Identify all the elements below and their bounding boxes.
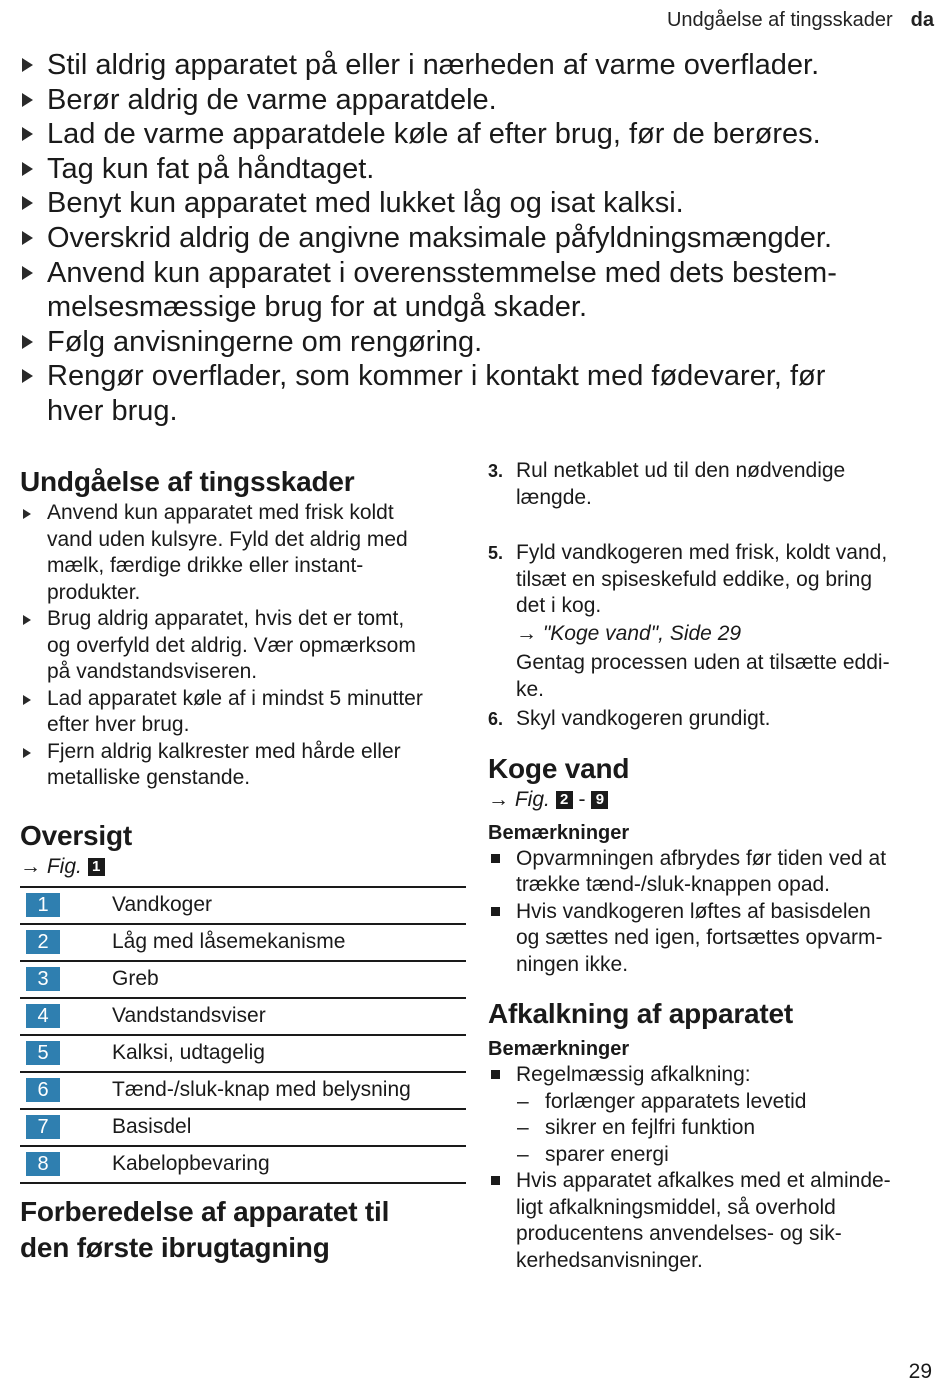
left-column (20, 464, 466, 1266)
list-item: Anvend kun apparatet med frisk koldt vand uden kulsyre. Fyld det aldrig med mælk, færdige drikke eller instant- produkter. (20, 500, 466, 606)
triangle-bullet-icon (23, 748, 31, 758)
table-row (20, 961, 466, 998)
list-item: Opvarmningen afbrydes før tiden ved at trække tænd-/sluk-knappen opad. (488, 846, 934, 899)
step-number: 3. (488, 461, 504, 481)
table-row (20, 1109, 466, 1146)
warning-item: Benyt kun apparatet med lukket låg og isat kalksi. (20, 186, 920, 221)
part-number-badge: 7 (26, 1115, 60, 1139)
right-column (488, 458, 934, 1274)
figure-reference: → Fig. 2 - 9 (488, 787, 934, 813)
part-number-badge: 2 (26, 930, 60, 954)
warning-item: Følg anvisningerne om rengøring. (20, 325, 920, 360)
figure-number-badge: 2 (556, 791, 573, 809)
figure-number-badge: 9 (591, 791, 608, 809)
descaling-heading: Afkalkning af apparatet (488, 998, 794, 1029)
part-label: Tænd-/sluk-knap med belysning (98, 1072, 466, 1109)
triangle-bullet-icon (22, 127, 33, 141)
notes-subheading: Bemærkninger (488, 1038, 630, 1060)
preparation-heading: Forberedelse af apparatet til den første ibrugtagning (20, 1195, 390, 1263)
square-bullet-icon (491, 1070, 500, 1079)
list-item: Regelmæssig afkalkning: – forlænger apparatets levetid – sikrer en fejlfri funktion – sparer energi (488, 1062, 934, 1168)
safety-warning-list (20, 48, 920, 429)
header-title: Undgåelse af tingsskader (666, 9, 893, 31)
triangle-bullet-icon (22, 93, 33, 107)
overview-heading: Oversigt (20, 819, 132, 851)
table-row (20, 924, 466, 961)
triangle-bullet-icon (22, 231, 33, 245)
cross-reference: → "Koge vand", Side 29 (516, 621, 742, 645)
property-damage-list (20, 500, 466, 792)
part-label: Vandstandsviser (98, 998, 466, 1035)
triangle-bullet-icon (22, 266, 33, 280)
warning-item: Anvend kun apparatet i overensstemmelse med dets bestem- melsesmæssige brug for at undgå skader. (20, 256, 920, 325)
square-bullet-icon (491, 854, 500, 863)
part-label: Kalksi, udtagelig (98, 1035, 466, 1072)
triangle-bullet-icon (22, 196, 33, 210)
list-item: Lad apparatet køle af i mindst 5 minutter efter hver brug. (20, 686, 466, 739)
triangle-bullet-icon (23, 509, 31, 519)
triangle-bullet-icon (22, 162, 33, 176)
part-number-badge: 3 (26, 967, 60, 991)
list-item: – sparer energi (516, 1142, 934, 1169)
step-number: 6. (488, 709, 504, 729)
square-bullet-icon (491, 907, 500, 916)
table-row (20, 998, 466, 1035)
list-item: Fjern aldrig kalkrester med hårde eller metalliske genstande. (20, 739, 466, 792)
list-item: Brug aldrig apparatet, hvis det er tomt, og overfyld det aldrig. Vær opmærksom på vandstandsviseren. (20, 606, 466, 686)
square-bullet-icon (491, 1176, 500, 1185)
triangle-bullet-icon (22, 58, 33, 72)
part-number-badge: 4 (26, 1004, 60, 1028)
notes-subheading: Bemærkninger (488, 821, 630, 844)
table-row (20, 1146, 466, 1183)
step-item: 3. Rul netkablet ud til den nødvendige længde. (488, 459, 846, 509)
triangle-bullet-icon (23, 695, 31, 705)
triangle-bullet-icon (22, 335, 33, 349)
steps-list (488, 458, 934, 733)
boil-water-heading: Koge vand (488, 752, 630, 784)
part-number-badge: 5 (26, 1041, 60, 1065)
part-label: Låg med låsemekanisme (98, 924, 466, 961)
notes-list (488, 1062, 934, 1274)
dash-bullet-icon: – (517, 1142, 529, 1166)
overview-table (20, 886, 466, 1184)
list-item: Hvis apparatet afkalkes med et alminde- ligt afkalkningsmiddel, så overhold producentens anvendelses- og sik- kerhedsanvisninger. (488, 1168, 934, 1274)
warning-item: Lad de varme apparatdele køle af efter brug, før de berøres. (20, 117, 920, 152)
part-number-badge: 8 (26, 1152, 60, 1176)
list-item: Hvis vandkogeren løftes af basisdelen og sættes ned igen, fortsættes opvarm- ningen ikke. (488, 899, 934, 979)
language-code: da (910, 9, 934, 31)
part-label: Kabelopbevaring (98, 1146, 466, 1183)
table-row (20, 1072, 466, 1109)
property-damage-heading: Undgåelse af tingsskader (20, 466, 355, 497)
step-note: Gentag processen uden at tilsætte eddi- ke. (516, 651, 890, 701)
dash-bullet-icon: – (517, 1116, 529, 1139)
warning-item: Rengør overflader, som kommer i kontakt med fødevarer, før hver brug. (20, 359, 920, 428)
part-label: Greb (98, 961, 466, 998)
step-number: 5. (488, 543, 504, 563)
list-item: – forlænger apparatets levetid (516, 1089, 934, 1116)
warning-item: Stil aldrig apparatet på eller i nærheden af varme overflader. (20, 48, 920, 83)
notes-list (488, 846, 934, 979)
triangle-bullet-icon (22, 369, 33, 383)
dash-list (516, 1089, 934, 1169)
dash-bullet-icon: – (517, 1089, 529, 1113)
figure-reference: → Fig. 1 (20, 854, 466, 880)
step-item: 6. Skyl vandkogeren grundigt. (488, 706, 934, 733)
page-number: 29 (908, 1360, 932, 1383)
table-row (20, 887, 466, 924)
warning-item: Tag kun fat på håndtaget. (20, 152, 920, 187)
table-row (20, 1035, 466, 1072)
part-label: Basisdel (98, 1109, 466, 1146)
triangle-bullet-icon (23, 615, 31, 625)
warning-item: Overskrid aldrig de angivne maksimale påfyldningsmængder. (20, 221, 920, 256)
list-item: – sikrer en fejlfri funktion (516, 1115, 934, 1142)
warning-item: Berør aldrig de varme apparatdele. (20, 83, 920, 118)
part-number-badge: 1 (26, 893, 60, 917)
part-number-badge: 6 (26, 1078, 60, 1102)
page-header (667, 9, 934, 32)
figure-number-badge: 1 (88, 858, 105, 876)
step-item: 5. Fyld vandkogeren med frisk, koldt vand, tilsæt en spiseskefuld eddike, og bring det i kog. → "Koge vand", Side 29 Gentag processen uden at tilsætte eddi- ke. (488, 540, 934, 703)
part-label: Vandkoger (98, 887, 466, 924)
